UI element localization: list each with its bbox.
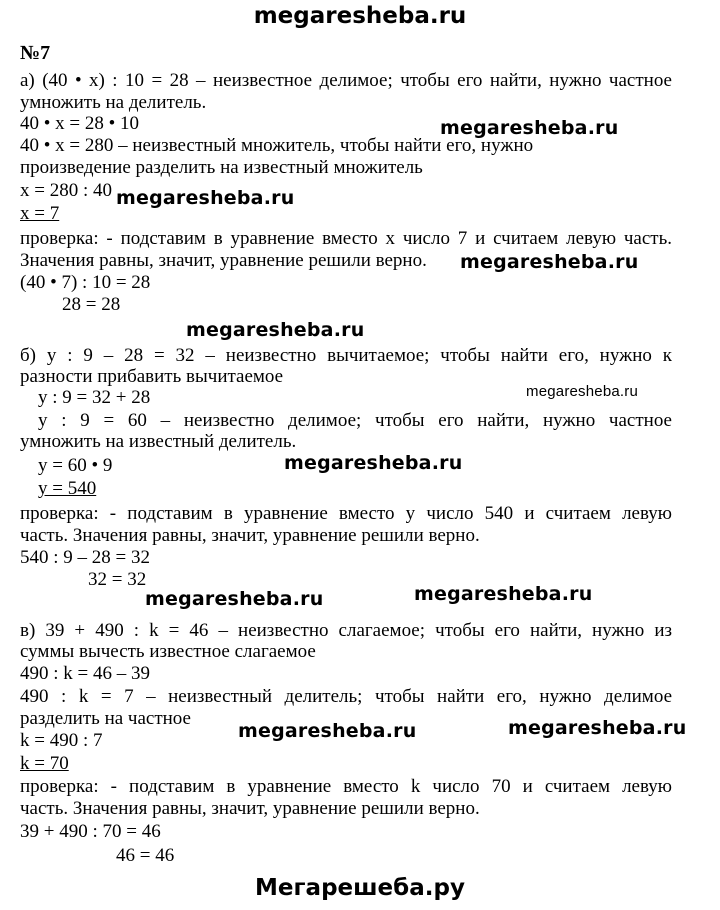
text-line: произведение разделить на известный множитель: [20, 157, 423, 178]
answer-line: y = 540: [38, 478, 97, 499]
site-header-watermark: megaresheba.ru: [253, 3, 467, 29]
watermark: megaresheba.ru: [238, 720, 417, 742]
text-line: проверка: - подставим в уравнение вместо k число 70 и считаем левую: [20, 776, 672, 797]
watermark: megaresheba.ru: [414, 583, 593, 605]
text-line: а) (40 • x) : 10 = 28 – неизвестное делимое; чтобы его найти, нужно частное: [20, 70, 672, 91]
text-line: проверка: - подставим в уравнение вместо x число 7 и считаем левую часть.: [20, 228, 672, 249]
text-line: 40 • x = 28 • 10: [20, 113, 140, 134]
text-line: умножить на делитель.: [20, 92, 207, 113]
watermark: megaresheba.ru: [145, 588, 324, 610]
answer-line: k = 70: [20, 753, 69, 774]
text-line: 46 = 46: [116, 845, 175, 866]
text-line: суммы вычесть известное слагаемое: [20, 641, 316, 662]
text-line: в) 39 + 490 : k = 46 – неизвестно слагаемое; чтобы его найти, нужно из: [20, 620, 672, 641]
text-line: умножить на известный делитель.: [20, 431, 297, 452]
text-line: проверка: - подставим в уравнение вместо y число 540 и считаем левую: [20, 503, 672, 524]
text-line: часть. Значения равны, значит, уравнение решили верно.: [20, 798, 480, 819]
text-line: разделить на частное: [20, 708, 191, 729]
text-line: 540 : 9 – 28 = 32: [20, 547, 150, 568]
site-footer-watermark: Мегарешеба.ру: [255, 875, 465, 901]
text-line: 28 = 28: [62, 294, 121, 315]
text-line: (40 • 7) : 10 = 28: [20, 272, 151, 293]
text-line: k = 490 : 7: [20, 730, 103, 751]
text-line: x = 280 : 40: [20, 180, 112, 201]
watermark: megaresheba.ru: [116, 187, 295, 209]
text-line: 39 + 490 : 70 = 46: [20, 821, 161, 842]
text-line: Значения равны, значит, уравнение решили верно.: [20, 250, 427, 271]
task-number: №7: [20, 42, 51, 64]
watermark: megaresheba.ru: [460, 251, 639, 273]
text-line: y : 9 = 32 + 28: [38, 387, 151, 408]
text-line: 490 : k = 46 – 39: [20, 663, 150, 684]
answer-line: x = 7: [20, 203, 60, 224]
watermark: megaresheba.ru: [186, 319, 365, 341]
text-line: y = 60 • 9: [38, 455, 113, 476]
text-line: 490 : k = 7 – неизвестный делитель; чтобы найти его, нужно делимое: [20, 686, 672, 707]
watermark: megaresheba.ru: [440, 117, 619, 139]
text-line: 40 • x = 280 – неизвестный множитель, чтобы найти его, нужно: [20, 135, 534, 156]
text-line: разности прибавить вычитаемое: [20, 366, 284, 387]
text-line: б) y : 9 – 28 = 32 – неизвестно вычитаемое; чтобы найти его, нужно к: [20, 345, 672, 366]
text-line: 32 = 32: [88, 569, 147, 590]
watermark: megaresheba.ru: [508, 717, 687, 739]
text-line: y : 9 = 60 – неизвестно делимое; чтобы его найти, нужно частное: [38, 410, 672, 431]
text-line: часть. Значения равны, значит, уравнение решили верно.: [20, 525, 480, 546]
watermark: megaresheba.ru: [284, 452, 463, 474]
watermark: megaresheba.ru: [526, 383, 639, 400]
